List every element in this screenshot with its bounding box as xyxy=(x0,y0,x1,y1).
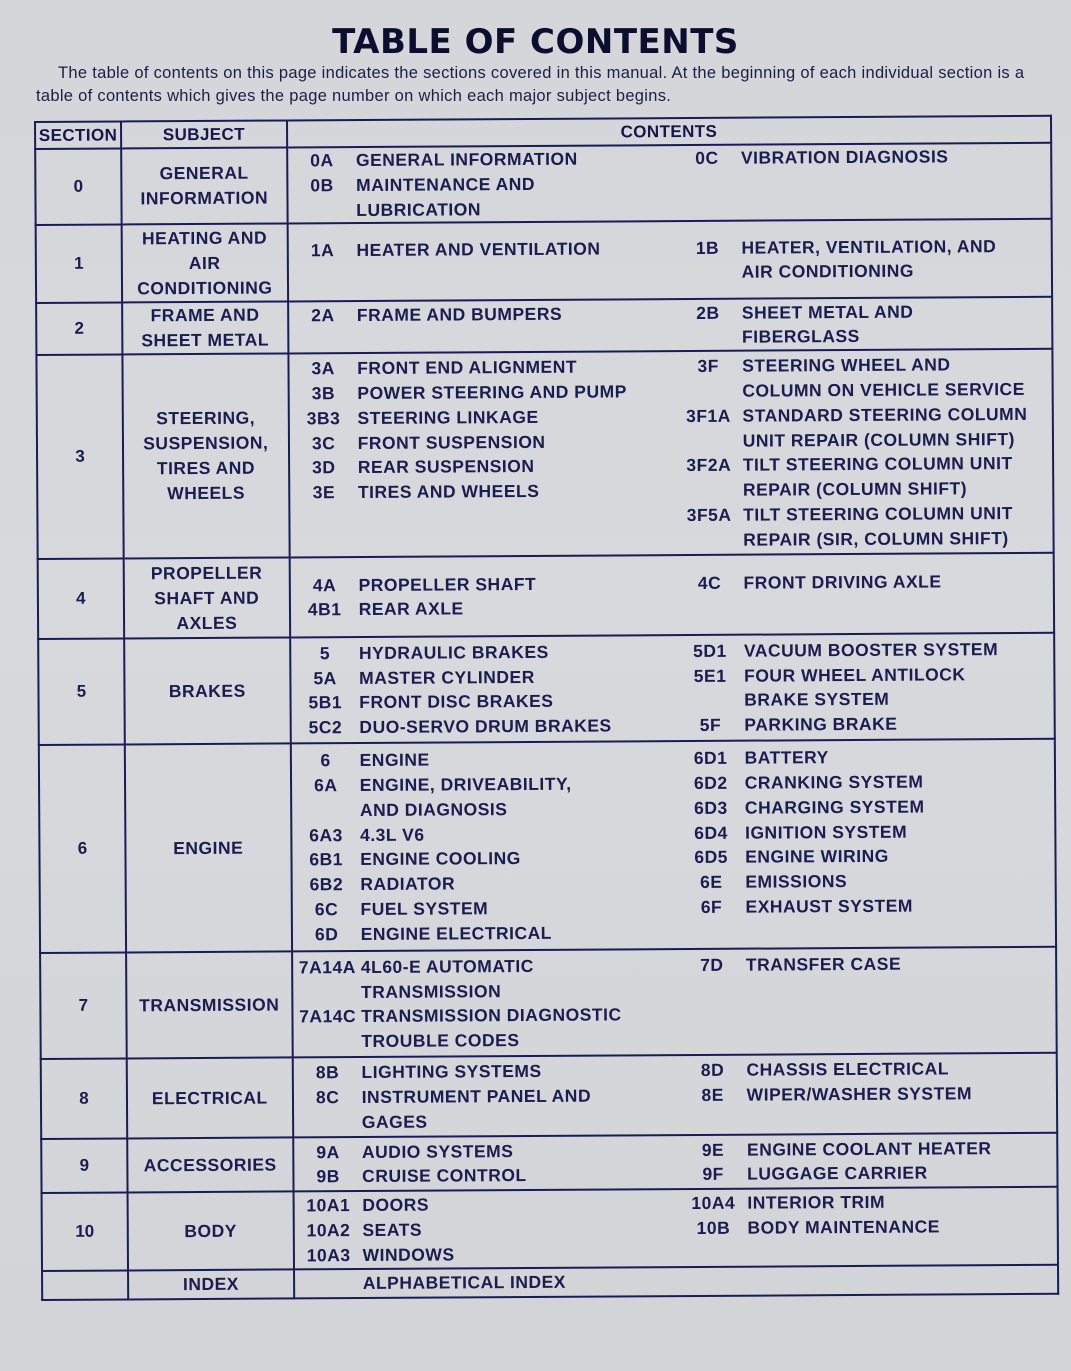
intro-paragraph: The table of contents on this page indicates the sections covered in this manual. At the beginning of each individual section is a table of contents which gives the page number on which each major subject begins. xyxy=(36,64,1025,105)
entry-title: ENGINE xyxy=(359,749,430,771)
contents-entry xyxy=(677,794,1054,821)
table-row xyxy=(42,1265,1058,1300)
section-subject: ELECTRICAL xyxy=(127,1058,293,1139)
entry-title: TIRES AND WHEELS xyxy=(357,481,540,503)
entry-code: 6E xyxy=(700,871,723,893)
entry-title: 4.3L V6 xyxy=(359,824,425,845)
entry-code: 7A14A xyxy=(298,956,356,978)
section-subject: HEATING AND AIR CONDITIONING xyxy=(122,224,288,303)
entry-code: 8C xyxy=(315,1087,340,1108)
contents-columns xyxy=(289,352,1053,555)
entry-title: BATTERY xyxy=(744,747,829,768)
contents-columns xyxy=(294,1189,1057,1268)
contents-entry xyxy=(290,429,675,456)
entry-title: CRANKING SYSTEM xyxy=(744,771,924,793)
entry-title: FRONT DISC BRAKES xyxy=(359,691,554,713)
contents-entry xyxy=(675,568,1052,595)
contents-entry xyxy=(673,144,1050,171)
entry-title: LIGHTING SYSTEMS xyxy=(361,1061,542,1083)
section-contents xyxy=(292,1053,1057,1138)
section-number: 2 xyxy=(36,303,122,356)
entry-code: 3A xyxy=(311,358,335,379)
contents-columns xyxy=(293,1056,1056,1135)
entry-title: AUDIO SYSTEMS xyxy=(361,1140,514,1162)
contents-right-column xyxy=(679,1189,1057,1266)
entry-title: TRANSMISSION DIAGNOSTIC TROUBLE CODES xyxy=(361,1004,622,1052)
entry-code: 10B xyxy=(696,1217,731,1238)
section-contents xyxy=(287,219,1052,302)
table-row xyxy=(36,297,1052,355)
entry-code: 0B xyxy=(310,174,334,196)
contents-entry xyxy=(679,1160,1056,1187)
entry-code: 7A14C xyxy=(299,1006,357,1027)
contents-left-column xyxy=(293,1058,678,1135)
entry-title: IGNITION SYSTEM xyxy=(744,821,908,843)
entry-code: 6A xyxy=(314,775,338,796)
contents-entry xyxy=(293,1058,678,1085)
entry-code: 10A4 xyxy=(691,1192,736,1214)
contents-table xyxy=(34,115,1059,1302)
contents-left-column xyxy=(290,571,675,623)
contents-entry xyxy=(292,845,677,872)
entry-code: 6D4 xyxy=(694,822,728,843)
contents-left-column xyxy=(293,953,679,1055)
entry-code: 9A xyxy=(316,1141,340,1162)
entry-title: GENERAL INFORMATION xyxy=(355,148,578,171)
table-row xyxy=(35,143,1051,226)
contents-right-column xyxy=(680,1267,1057,1294)
section-subject: BRAKES xyxy=(124,638,290,745)
entry-title: CHARGING SYSTEM xyxy=(744,796,925,818)
entry-code: 6 xyxy=(320,750,331,771)
entry-title: HEATER AND VENTILATION xyxy=(356,238,601,260)
entry-code: 8E xyxy=(701,1084,724,1105)
section-subject: INDEX xyxy=(128,1270,294,1300)
contents-entry xyxy=(288,171,673,223)
entry-title: PARKING BRAKE xyxy=(744,713,898,735)
contents-right-column xyxy=(676,637,1054,738)
section-number: 5 xyxy=(38,639,125,746)
entry-title: WINDOWS xyxy=(362,1244,455,1265)
contents-entry xyxy=(291,639,676,666)
entry-title: FRONT DRIVING AXLE xyxy=(743,571,942,593)
contents-entry xyxy=(294,1083,679,1135)
entry-title: FUEL SYSTEM xyxy=(360,898,489,920)
contents-entry xyxy=(291,664,676,691)
entry-title: ALPHABETICAL INDEX xyxy=(362,1272,566,1294)
contents-entry xyxy=(290,571,675,598)
entry-title: ENGINE, DRIVEABILITY, AND DIAGNOSIS xyxy=(359,773,572,820)
entry-title: TILT STEERING COLUMN UNIT REPAIR (COLUMN SHIFT) xyxy=(742,453,1013,500)
entry-title: MASTER CYLINDER xyxy=(359,666,535,688)
entry-title: CHASSIS ELECTRICAL xyxy=(746,1058,950,1080)
contents-columns xyxy=(295,1267,1057,1296)
entry-code: 5A xyxy=(313,667,337,688)
contents-entry xyxy=(294,1216,679,1243)
contents-entry xyxy=(677,818,1054,845)
entry-code: 0A xyxy=(310,150,334,171)
contents-entry xyxy=(289,301,674,328)
contents-right-column xyxy=(678,1056,1056,1133)
table-row xyxy=(41,1053,1057,1139)
contents-entry xyxy=(676,637,1053,664)
section-contents xyxy=(290,739,1056,952)
contents-entry xyxy=(290,478,675,505)
entry-code: 3F xyxy=(697,356,719,377)
entry-title: VACUUM BOOSTER SYSTEM xyxy=(743,638,999,661)
contents-entry xyxy=(292,870,677,897)
section-contents xyxy=(290,633,1055,744)
entry-title: REAR SUSPENSION xyxy=(357,456,535,478)
contents-columns xyxy=(288,144,1051,223)
contents-entry xyxy=(674,298,1052,350)
entry-title: SEATS xyxy=(362,1219,423,1240)
table-row xyxy=(42,1187,1058,1271)
entry-title: ENGINE COOLANT HEATER xyxy=(746,1137,992,1160)
section-subject: BODY xyxy=(127,1192,293,1271)
entry-code: 5F xyxy=(699,715,722,736)
entry-code: 6C xyxy=(314,899,339,920)
contents-entry xyxy=(292,821,677,848)
section-number: 1 xyxy=(36,225,122,304)
section-number: 10 xyxy=(42,1193,128,1272)
contents-entry xyxy=(295,1270,680,1297)
contents-left-column xyxy=(294,1191,679,1268)
contents-columns xyxy=(293,951,1056,1055)
table-row xyxy=(38,633,1055,745)
entry-code: 5B1 xyxy=(308,692,343,713)
entry-code: 2A xyxy=(311,304,335,325)
entry-code: 3E xyxy=(312,482,336,503)
contents-entry xyxy=(295,1241,680,1268)
table-row xyxy=(38,553,1054,639)
entry-code: 8D xyxy=(700,1059,725,1081)
entry-code: 10A2 xyxy=(306,1220,351,1241)
contents-entry xyxy=(289,379,674,406)
entry-code: 6D xyxy=(314,923,339,945)
section-subject: TRANSMISSION xyxy=(126,952,292,1059)
contents-columns xyxy=(288,233,1051,287)
entry-title: STEERING WHEEL AND COLUMN ON VEHICLE SERVICE xyxy=(742,354,1025,401)
entry-title: POWER STEERING AND PUMP xyxy=(357,381,627,404)
entry-title: MAINTENANCE AND LUBRICATION xyxy=(356,173,536,220)
entry-title: DUO-SERVO DRUM BRAKES xyxy=(359,715,612,738)
section-contents xyxy=(293,1133,1058,1192)
contents-columns xyxy=(291,637,1054,741)
contents-columns xyxy=(290,568,1053,622)
entry-title: FRONT SUSPENSION xyxy=(357,431,546,453)
entry-code: 3D xyxy=(312,457,336,478)
entry-code: 4C xyxy=(697,572,722,593)
entry-code xyxy=(295,1271,363,1296)
entry-code: 3C xyxy=(311,432,336,453)
entry-code: 5C2 xyxy=(308,717,343,738)
entry-title: HEATER, VENTILATION, AND AIR CONDITIONING xyxy=(741,235,997,283)
contents-columns xyxy=(294,1135,1057,1189)
entry-code: 4B1 xyxy=(307,599,342,620)
contents-left-column xyxy=(294,1138,679,1190)
entry-title: FRAME AND BUMPERS xyxy=(356,303,563,325)
contents-right-column xyxy=(673,144,1051,221)
contents-right-column xyxy=(674,352,1053,553)
section-subject: PROPELLER SHAFT AND AXLES xyxy=(124,558,290,639)
entry-code: 2B xyxy=(696,302,720,323)
entry-code: 6D3 xyxy=(694,797,728,818)
entry-title: RADIATOR xyxy=(360,873,456,895)
entry-title: EXHAUST SYSTEM xyxy=(745,895,914,917)
contents-right-column xyxy=(675,568,1053,620)
entry-code: 6B1 xyxy=(309,849,344,870)
contents-entry xyxy=(677,893,1054,920)
entry-code: 1A xyxy=(310,239,335,260)
contents-entry xyxy=(678,951,1055,978)
entry-code: 5D1 xyxy=(693,640,727,661)
contents-left-column xyxy=(289,301,674,353)
entry-title: CRUISE CONTROL xyxy=(362,1165,527,1187)
entry-title: FOUR WHEEL ANTILOCK BRAKE SYSTEM xyxy=(744,663,966,711)
section-subject: FRAME AND SHEET METAL xyxy=(122,302,288,355)
contents-entry xyxy=(293,920,678,947)
contents-entry xyxy=(679,1081,1056,1108)
entry-code: 9E xyxy=(701,1139,725,1160)
contents-entry xyxy=(293,953,678,1005)
table-row xyxy=(36,219,1052,303)
table-row xyxy=(36,349,1053,559)
entry-title: HYDRAULIC BRAKES xyxy=(358,641,549,663)
section-number: 3 xyxy=(36,355,123,560)
entry-code: 6D5 xyxy=(694,847,729,868)
entry-title: INTERIOR TRIM xyxy=(747,1192,886,1213)
page-title: TABLE OF CONTENTS xyxy=(332,22,739,62)
contents-entry xyxy=(288,146,673,173)
section-contents xyxy=(287,143,1052,224)
entry-code: 6D1 xyxy=(693,747,728,769)
entry-title: LUGGAGE CARRIER xyxy=(747,1162,928,1185)
contents-entry xyxy=(291,688,676,715)
contents-left-column xyxy=(292,746,678,947)
entry-code: 9B xyxy=(316,1166,340,1187)
contents-columns xyxy=(289,298,1052,352)
contents-entry xyxy=(679,1214,1056,1241)
contents-entry xyxy=(677,769,1054,796)
entry-title: ENGINE COOLING xyxy=(360,848,521,870)
table-row xyxy=(39,739,1056,953)
contents-entry xyxy=(294,1162,679,1189)
contents-right-column xyxy=(678,951,1056,1052)
contents-left-column xyxy=(289,354,675,555)
entry-title: INSTRUMENT PANEL AND GAGES xyxy=(361,1085,592,1132)
entry-title: WIPER/WASHER SYSTEM xyxy=(746,1083,973,1105)
entry-title: REAR AXLE xyxy=(358,598,464,620)
entry-code: 9F xyxy=(702,1164,724,1185)
entry-title: STANDARD STEERING COLUMN UNIT REPAIR (COLUMN SHIFT) xyxy=(742,403,1028,451)
contents-entry xyxy=(674,352,1052,404)
contents-entry xyxy=(676,711,1053,738)
section-number: 8 xyxy=(41,1059,127,1140)
section-contents xyxy=(288,297,1053,354)
contents-right-column xyxy=(673,233,1051,285)
entry-code: 5E1 xyxy=(693,665,727,686)
entry-title: VIBRATION DIAGNOSIS xyxy=(740,146,949,168)
entry-code: 6D2 xyxy=(693,772,728,793)
entry-title: STEERING LINKAGE xyxy=(357,406,539,428)
contents-entry xyxy=(294,1191,679,1218)
entry-code: 6B2 xyxy=(309,874,344,895)
table-row xyxy=(40,947,1057,1059)
section-number: 6 xyxy=(39,745,126,954)
entry-title: TILT STEERING COLUMN UNIT REPAIR (SIR, COLUMN SHIFT) xyxy=(743,503,1013,550)
entry-title: TRANSFER CASE xyxy=(745,953,902,975)
entry-code: 3F5A xyxy=(686,504,732,526)
entry-title: SHEET METAL AND FIBERGLASS xyxy=(741,301,914,348)
entry-code: 6A3 xyxy=(309,824,343,845)
entry-title: ENGINE WIRING xyxy=(745,846,889,868)
contents-right-column xyxy=(677,744,1056,945)
section-number: 7 xyxy=(40,953,127,1060)
contents-entry xyxy=(290,453,675,480)
entry-code: 3B xyxy=(311,383,336,404)
entry-code: 10A3 xyxy=(306,1244,351,1266)
contents-entry xyxy=(676,661,1054,713)
contents-left-column xyxy=(295,1270,680,1297)
entry-title: FRONT END ALIGNMENT xyxy=(357,356,578,379)
entry-code: 5 xyxy=(319,642,331,664)
section-contents xyxy=(294,1265,1058,1299)
header-subject: SUBJECT xyxy=(121,120,287,148)
entry-code: 3F1A xyxy=(686,405,731,426)
contents-left-column xyxy=(288,146,673,223)
contents-entry xyxy=(678,1056,1055,1083)
contents-columns xyxy=(292,744,1056,947)
table-row xyxy=(41,1133,1057,1193)
section-subject: STEERING, SUSPENSION, TIRES AND WHEELS xyxy=(122,354,289,559)
contents-entry xyxy=(291,713,676,740)
section-contents xyxy=(292,947,1057,1058)
section-subject: ENGINE xyxy=(125,744,292,953)
section-number: 0 xyxy=(35,148,121,225)
contents-left-column xyxy=(291,639,677,741)
contents-entry xyxy=(677,744,1054,771)
contents-entry xyxy=(293,1002,678,1054)
entry-code: 3F2A xyxy=(686,455,732,476)
contents-entry xyxy=(674,402,1052,454)
section-contents xyxy=(293,1187,1058,1270)
contents-right-column xyxy=(674,298,1052,350)
entry-code: 3B3 xyxy=(306,407,341,429)
entry-title: 4L60-E AUTOMATIC TRANSMISSION xyxy=(360,955,534,1002)
contents-entry xyxy=(289,354,674,381)
contents-entry xyxy=(675,451,1053,503)
entry-code: 10A1 xyxy=(306,1195,351,1216)
entry-code: 1B xyxy=(695,237,720,258)
section-contents xyxy=(289,553,1054,638)
contents-entry xyxy=(291,595,676,622)
header-contents: CONTENTS xyxy=(287,116,1051,148)
contents-entry xyxy=(289,404,674,431)
contents-entry xyxy=(679,1189,1056,1216)
contents-entry xyxy=(679,1135,1056,1162)
contents-entry xyxy=(673,233,1051,285)
entry-code: 8B xyxy=(315,1062,340,1083)
section-contents xyxy=(288,349,1054,558)
contents-entry xyxy=(292,895,677,922)
entry-code: 6F xyxy=(700,896,723,917)
entry-title: PROPELLER SHAFT xyxy=(358,573,537,595)
contents-entry xyxy=(292,746,677,773)
entry-title: ENGINE ELECTRICAL xyxy=(360,922,553,944)
contents-entry xyxy=(677,868,1054,895)
contents-right-column xyxy=(679,1135,1057,1187)
entry-code: 4A xyxy=(312,574,337,595)
section-number xyxy=(42,1271,128,1301)
section-subject: GENERAL INFORMATION xyxy=(121,147,287,224)
contents-entry xyxy=(294,1138,679,1165)
entry-title: BODY MAINTENANCE xyxy=(747,1216,940,1238)
entry-title: DOORS xyxy=(362,1194,430,1216)
section-number: 9 xyxy=(41,1139,127,1194)
entry-code: 0C xyxy=(695,147,719,168)
section-subject: ACCESSORIES xyxy=(127,1138,293,1193)
contents-left-column xyxy=(288,236,673,288)
entry-code: 7D xyxy=(700,954,724,975)
entry-title: EMISSIONS xyxy=(745,871,848,892)
section-number: 4 xyxy=(38,559,124,640)
contents-entry xyxy=(292,771,677,823)
contents-entry xyxy=(677,843,1054,870)
contents-entry xyxy=(288,236,673,263)
header-section: SECTION xyxy=(35,121,121,149)
contents-entry xyxy=(675,501,1053,553)
